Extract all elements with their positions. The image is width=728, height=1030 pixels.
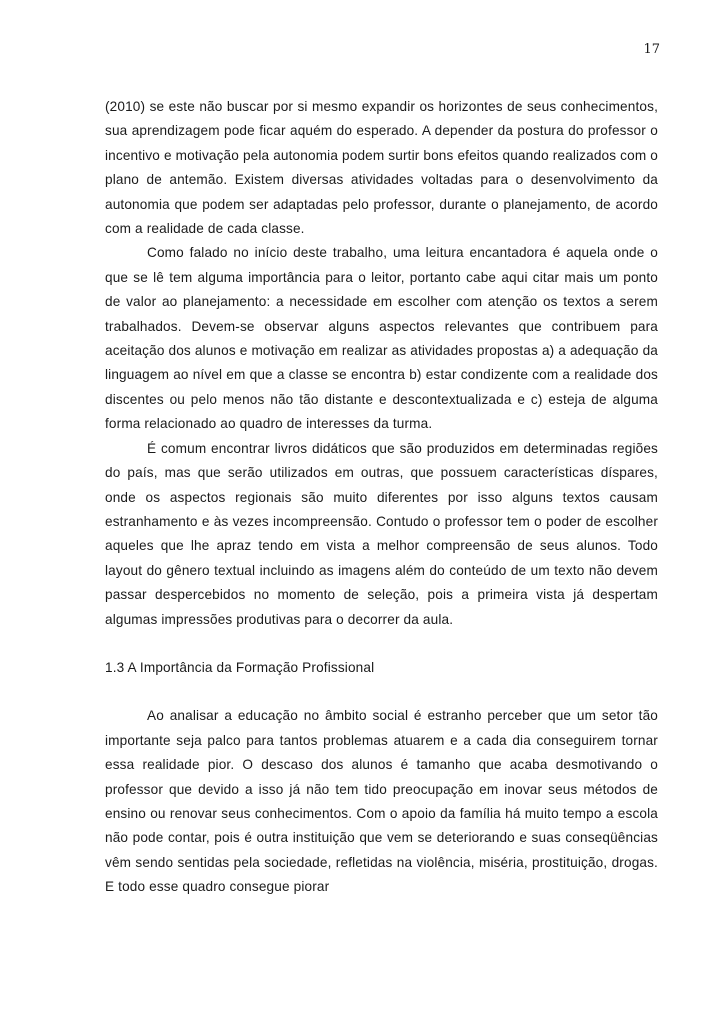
body-text bbox=[105, 95, 658, 900]
paragraph-textbooks: É comum encontrar livros didáticos que são produzidos em determinadas regiões do país, mas que serão utilizados em outras, que possuem características díspares, onde os aspectos regionais são muito diferentes por isso alguns textos causam estranhamento e às vezes incompreensão. Contudo o professor tem o poder de escolher aqueles que lhe apraz tendo em vista a melhor compreensão de seus alunos. Todo layout do gênero textual incluindo as imagens além do conteúdo de um texto não devem passar despercebidos no momento de seleção, pois a primeira vista já despertam algumas impressões produtivas para o decorrer da aula. bbox=[105, 440, 658, 627]
section-heading: 1.3 A Importância da Formação Profissional bbox=[105, 659, 375, 675]
paragraph-text-selection: Como falado no início deste trabalho, uma leitura encantadora é aquela onde o que se lê tem alguma importância para o leitor, portanto cabe aqui citar mais um ponto de valor ao planejamento: a necessidade em escolher com atenção os textos a serem trabalhados. Devem-se observar alguns aspectos relevantes que contribuem para aceitação dos alunos e motivação em realizar as atividades propostas a) a adequação da linguagem ao nível em que a classe se encontra b) estar condizente com a realidade dos discentes ou pelo menos não tão distante e descontextualizada e c) esteja de alguma forma relacionado ao quadro de interesses da turma. bbox=[105, 245, 658, 432]
paragraph-section-intro: Ao analisar a educação no âmbito social é estranho perceber que um setor tão importante seja palco para tantos problemas atuarem e a cada dia conseguirem tornar essa realidade pior. O descaso dos alunos é tamanho que acaba desmotivando o professor que devido a isso já não tem tido preocupação em inovar seus métodos de ensino ou renovar seus conhecimentos. Com o apoio da família há muito tempo a escola não pode contar, pois é outra instituição que vem se deteriorando e suas conseqüências vêm sendo sentidas pela sociedade, refletidas na violência, miséria, prostituição, drogas. E todo esse quadro consegue piorar bbox=[105, 708, 658, 895]
page-number: 17 bbox=[643, 42, 660, 57]
paragraph-continuation: (2010) se este não buscar por si mesmo expandir os horizontes de seus conhecimentos, sua aprendizagem pode ficar aquém do esperado. A depender da postura do professor o incentivo e motivação pela autonomia podem surtir bons efeitos quando realizados com o plano de antemão. Existem diversas atividades voltadas para o desenvolvimento da autonomia que podem ser adaptadas pelo professor, durante o planejamento, de acordo com a realidade de cada classe. bbox=[105, 99, 658, 237]
